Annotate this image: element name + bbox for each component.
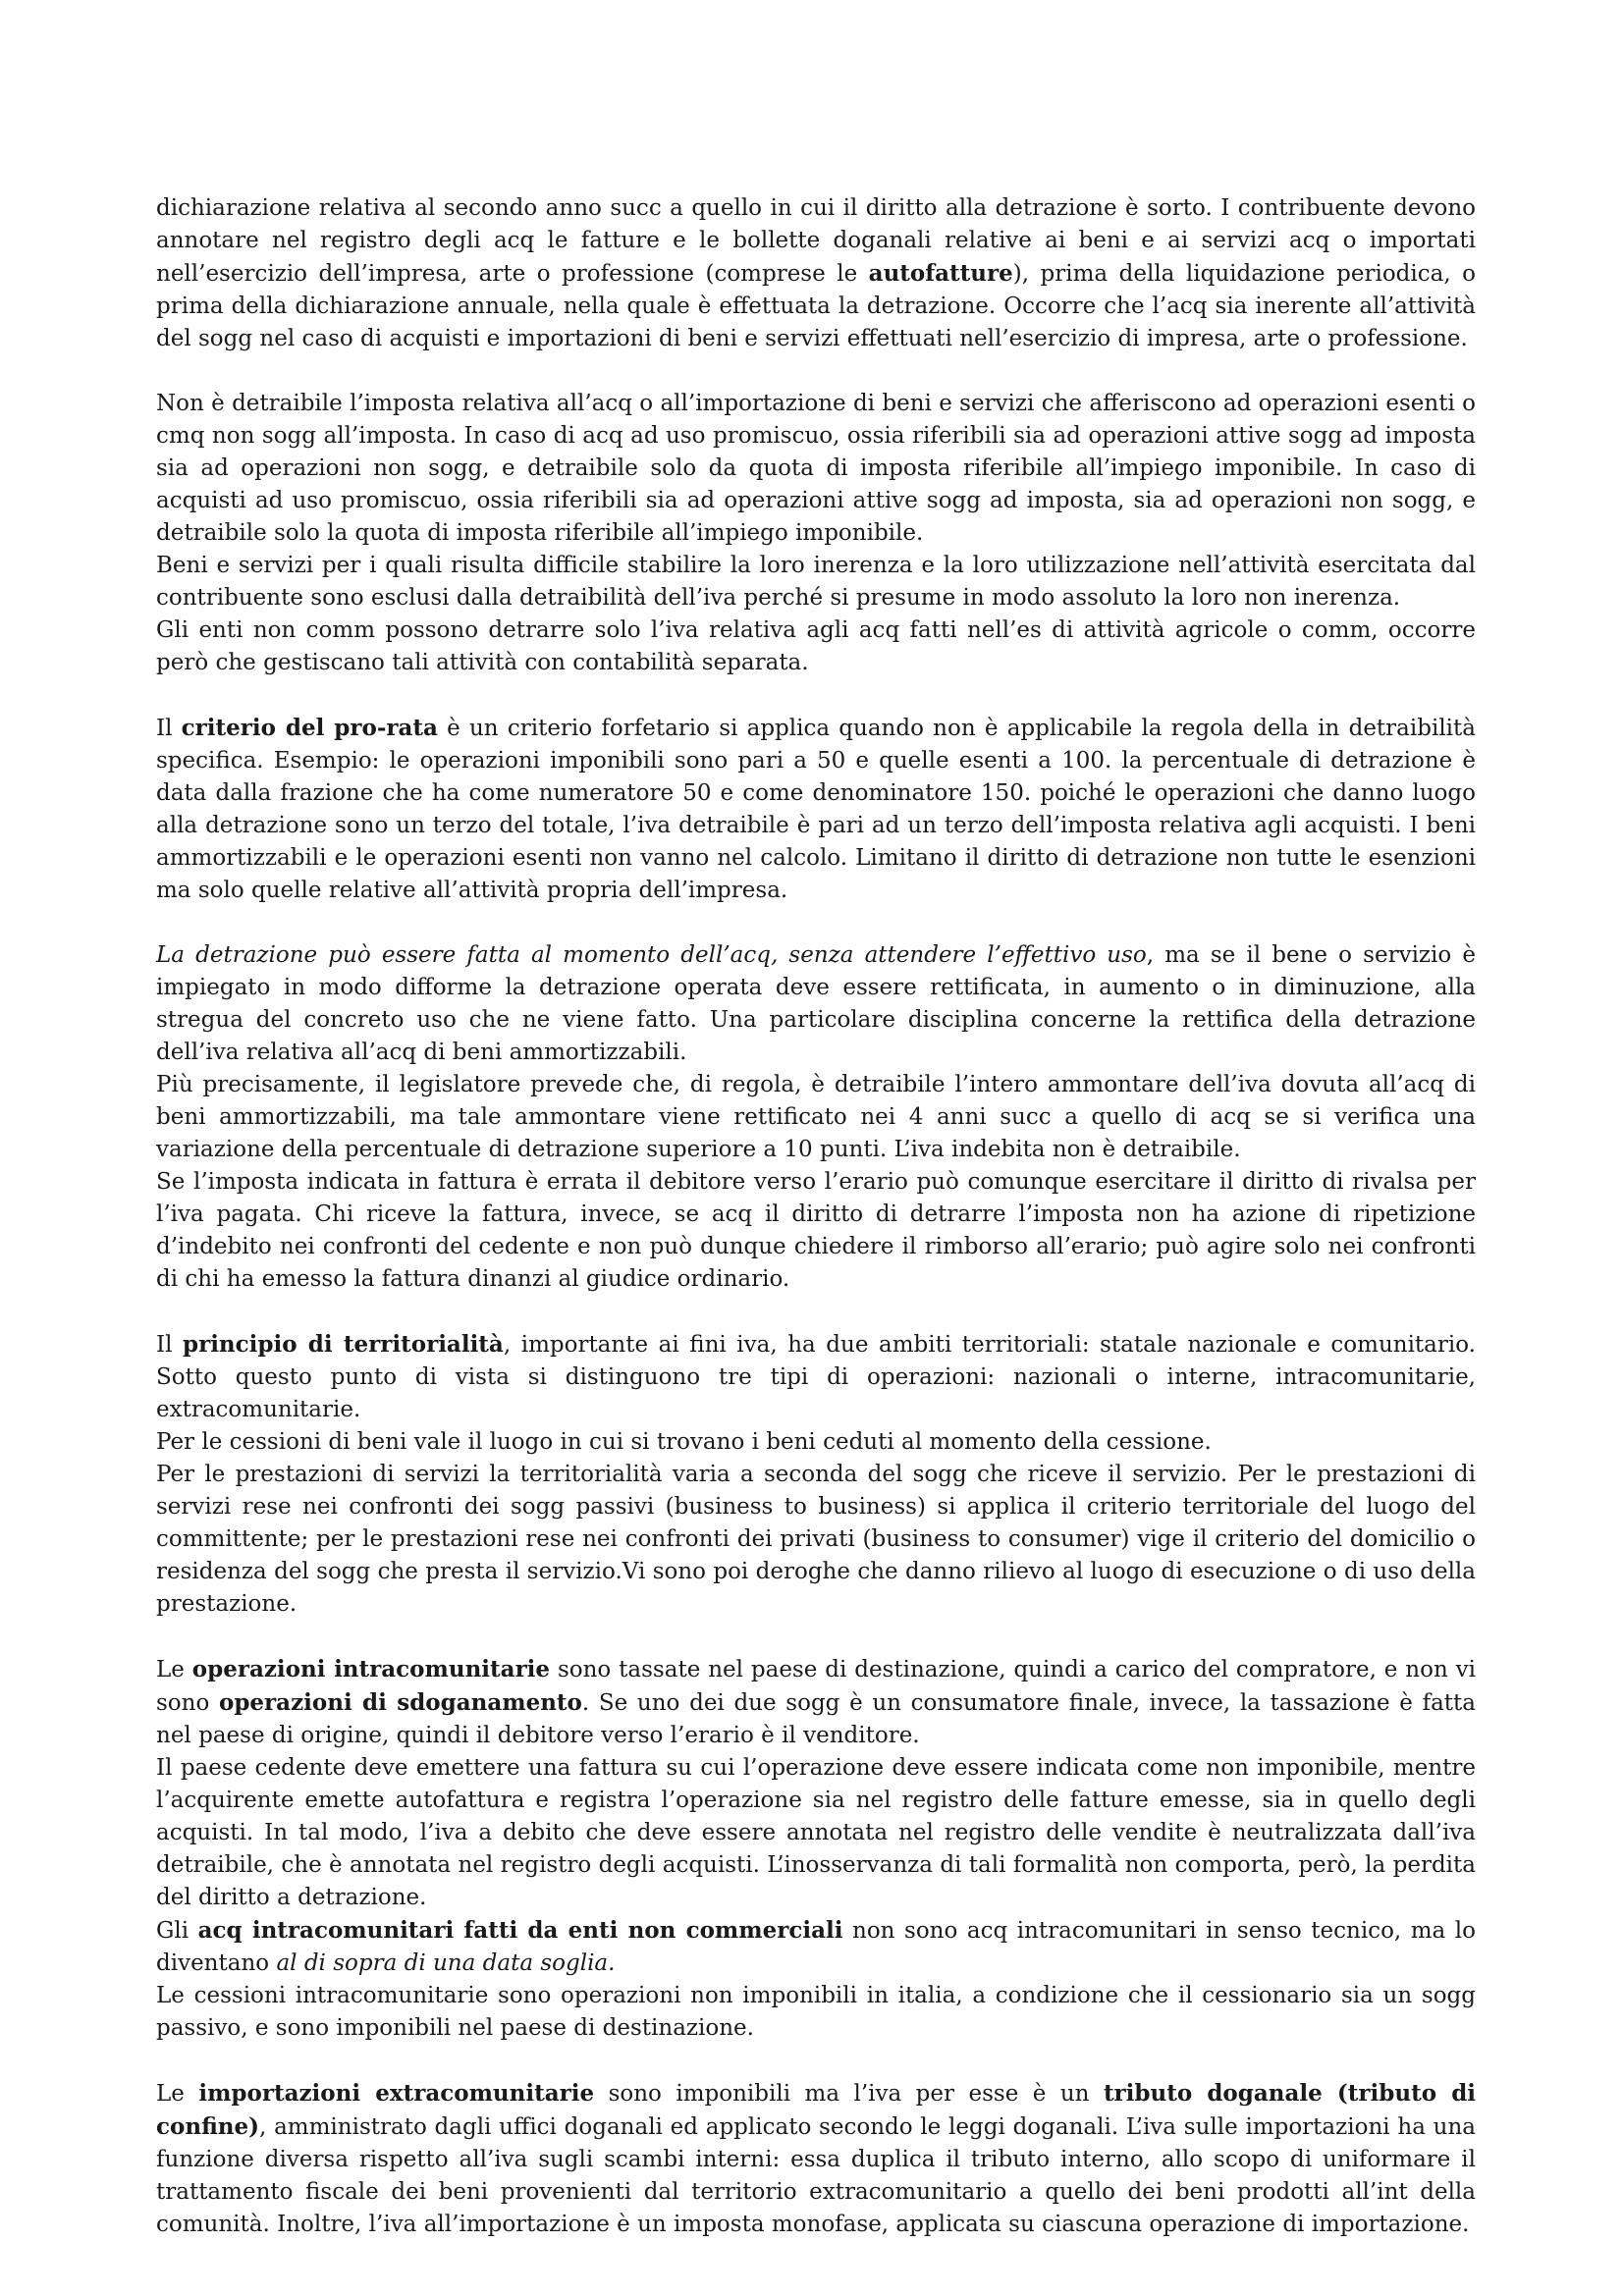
paragraph bbox=[156, 939, 1476, 1069]
text-run: Il bbox=[156, 1332, 183, 1358]
paragraph bbox=[156, 388, 1476, 550]
text-run: , amministrato dagli uffici doganali ed applicato secondo le leggi doganali. L’iva sulle importazioni ha una funzione diversa rispetto all’iva sugli scambi interni: essa duplica il tributo interno, allo scopo di uniformare il trattamento fiscale dei beni provenienti dal territorio extracomunitario a quello dei beni prodotti all’int della comunità. Inoltre, l’iva all’importazione è un imposta monofase, applicata su ciascuna operazione di importazione. bbox=[156, 2114, 1476, 2237]
text-run: , importante ai fini iva, ha due ambiti territoriali: statale nazionale e comunitario. Sotto questo punto di vista si distinguono tre tipi di operazioni: nazionali o interne, intracomunitarie, extracomunitarie. bbox=[156, 1332, 1476, 1422]
text-run: . Se uno dei due sogg è un consumatore finale, invece, la tassazione è fatta nel paese di origine, quindi il debitore verso l’erario è il venditore. bbox=[156, 1690, 1476, 1748]
paragraph bbox=[156, 1328, 1476, 1426]
text-run: Per le prestazioni di servizi la territorialità varia a seconda del sogg che riceve il servizio. Per le prestazioni di servizi rese nei confronti dei sogg passivi (business to business) si applica il criterio territoriale del luogo del committente; per le prestazioni rese nei confronti dei privati (business to consumer) vige il criterio del domicilio o residenza del sogg che presta il servizio.Vi sono poi deroghe che danno rilievo al luogo di esecuzione o di uso della prestazione. bbox=[156, 1462, 1476, 1617]
paragraph bbox=[156, 1459, 1476, 1621]
text-run: dichiarazione relativa al secondo anno succ a quello in cui il diritto alla detrazione è sorto. I contribuente devono annotare nel registro degli acq le fatture e le bollette doganali relative ai beni e ai servizi acq o importati nell’esercizio dell’impresa, arte o professione (comprese le bbox=[156, 195, 1476, 287]
bold-text: operazioni di sdoganamento bbox=[219, 1689, 582, 1716]
text-run: Gli enti non comm possono detrarre solo l’iva relativa agli acq fatti nell’es di attività agricole o comm, occorre però che gestiscano tali attività con contabilità separata. bbox=[156, 617, 1476, 675]
text-run: Beni e servizi per i quali risulta difficile stabilire la loro inerenza e la loro utilizzazione nell’attività esercitata dal contribuente sono esclusi dalla detraibilità dell’iva perché si presume in modo assoluto la loro non inerenza. bbox=[156, 553, 1476, 611]
paragraph bbox=[156, 1914, 1476, 1980]
paragraph bbox=[156, 1069, 1476, 1166]
text-run: Il paese cedente deve emettere una fattura su cui l’operazione deve essere indicata come non imponibile, mentre l’acquirente emette autofattura e registra l’operazione sia nel registro delle fatture emesse, sia in quello degli acquisti. In tal modo, l’iva a debito che deve essere annotata nel registro delle vendite è neutralizzata dall’iva detraibile, che è annotata nel registro degli acquisti. L’inosservanza di tali formalità non comporta, però, la perdita del diritto a detrazione. bbox=[156, 1755, 1476, 1910]
bold-text: operazioni intracomunitarie bbox=[191, 1656, 551, 1682]
paragraph bbox=[156, 712, 1476, 907]
text-run: Non è detraibile l’imposta relativa all’acq o all’importazione di beni e servizi che afferiscono ad operazioni esenti o cmq non sogg all’imposta. In caso di acq ad uso promiscuo, ossia riferibili sia ad operazioni attive sogg ad imposta sia ad operazioni non sogg, e detraibile solo da quota di imposta riferibile all’impiego imponibile. In caso di acquisti ad uso promiscuo, ossia riferibili sia ad operazioni attive sogg ad imposta, sia ad operazioni non sogg, e detraibile solo la quota di imposta riferibile all’impiego imponibile. bbox=[156, 391, 1476, 546]
paragraph bbox=[156, 2077, 1476, 2241]
text-run: Le cessioni intracomunitarie sono operazioni non imponibili in italia, a condizione che il cessionario sia un sogg passivo, e sono imponibili nel paese di destinazione. bbox=[156, 1983, 1476, 2041]
paragraph bbox=[156, 1653, 1476, 1752]
text-run: , ma se il bene o servizio è impiegato in modo difforme la detrazione operata deve essere rettificata, in aumento o in diminuzione, alla stregua del concreto uso che ne viene fatto. Una particolare disciplina concerne la rettifica della detrazione dell’iva relativa all’acq di beni ammortizzabili. bbox=[156, 942, 1476, 1065]
text-run: Il bbox=[156, 716, 182, 741]
bold-text: tributo doganale (tributo di confine) bbox=[156, 2080, 1477, 2140]
italic-text: al di sopra di una data soglia. bbox=[276, 1950, 616, 1976]
text-run: sono tassate nel paese di destinazione, quindi a carico del compratore, e non vi sono bbox=[156, 1657, 1477, 1716]
text-run: ), prima della liquidazione periodica, o prima della dichiarazione annuale, nella quale è effettuata la detrazione. Occorre che l’acq sia inerente all’attività del sogg nel caso di acquisti e importazioni di beni e servizi effettuati nell’esercizio di impresa, arte o professione. bbox=[156, 261, 1477, 351]
text-run: Se l’imposta indicata in fattura è errata il debitore verso l’erario può comunque esercitare il diritto di rivalsa per l’iva pagata. Chi riceve la fattura, invece, se acq il diritto di detrarre l’imposta non ha azione di ripetizione d’indebito nei confronti del cedente e non può dunque chiedere il rimborso all’erario; può agire solo nei confronti di chi ha emesso la fattura dinanzi al giudice ordinario. bbox=[156, 1169, 1476, 1292]
paragraph bbox=[156, 550, 1476, 614]
bold-text: autofatture bbox=[868, 260, 1013, 287]
document-page bbox=[156, 192, 1476, 2241]
paragraph bbox=[156, 192, 1476, 355]
paragraph bbox=[156, 1166, 1476, 1296]
text-run: è un criterio forfetario si applica quando non è applicabile la regola della in detraibilità specifica. Esempio: le operazioni imponibili sono pari a 50 e quelle esenti a 100. la percentuale di detrazione è data dalla frazione che ha come numeratore 50 e come denominatore 150. poiché le operazioni che danno luogo alla detrazione sono un terzo del totale, l’iva detraibile è pari ad un terzo dell’imposta relativa agli acquisti. I beni ammortizzabili e le operazioni esenti non vanno nel calcolo. Limitano il diritto di detrazione non tutte le esenzioni ma solo quelle relative all’attività propria dell’impresa. bbox=[156, 716, 1476, 903]
paragraph bbox=[156, 1426, 1476, 1459]
paragraph bbox=[156, 614, 1476, 679]
bold-text: importazioni extracomunitarie bbox=[198, 2080, 595, 2107]
text-run: sono imponibili ma l’iva per esse è un bbox=[594, 2081, 1104, 2107]
bold-text: principio di territorialità bbox=[183, 1331, 504, 1358]
text-run: Per le cessioni di beni vale il luogo in cui si trovano i beni ceduti al momento della cessione. bbox=[156, 1429, 1212, 1455]
bold-text: acq intracomunitari fatti da enti non commerciali bbox=[197, 1917, 843, 1944]
italic-text: La detrazione può essere fatta al momento dell’acq, senza attendere l’effettivo uso bbox=[156, 942, 1147, 968]
paragraph bbox=[156, 1752, 1476, 1914]
text-run: Le bbox=[156, 2081, 199, 2107]
paragraph bbox=[156, 1980, 1476, 2045]
bold-text: criterio del pro-rata bbox=[181, 715, 438, 741]
text-run: Gli bbox=[156, 1918, 198, 1944]
text-run: Più precisamente, il legislatore prevede che, di regola, è detraibile l’intero ammontare dell’iva dovuta all’acq di beni ammortizzabili, ma tale ammontare viene rettificato nei 4 anni succ a quello di acq se si verifica una variazione della percentuale di detrazione superiore a 10 punti. L’iva indebita non è detraibile. bbox=[156, 1072, 1476, 1162]
text-run: non sono acq intracomunitari in senso tecnico, ma lo diventano bbox=[156, 1918, 1477, 1976]
text-run: Le bbox=[156, 1657, 192, 1682]
